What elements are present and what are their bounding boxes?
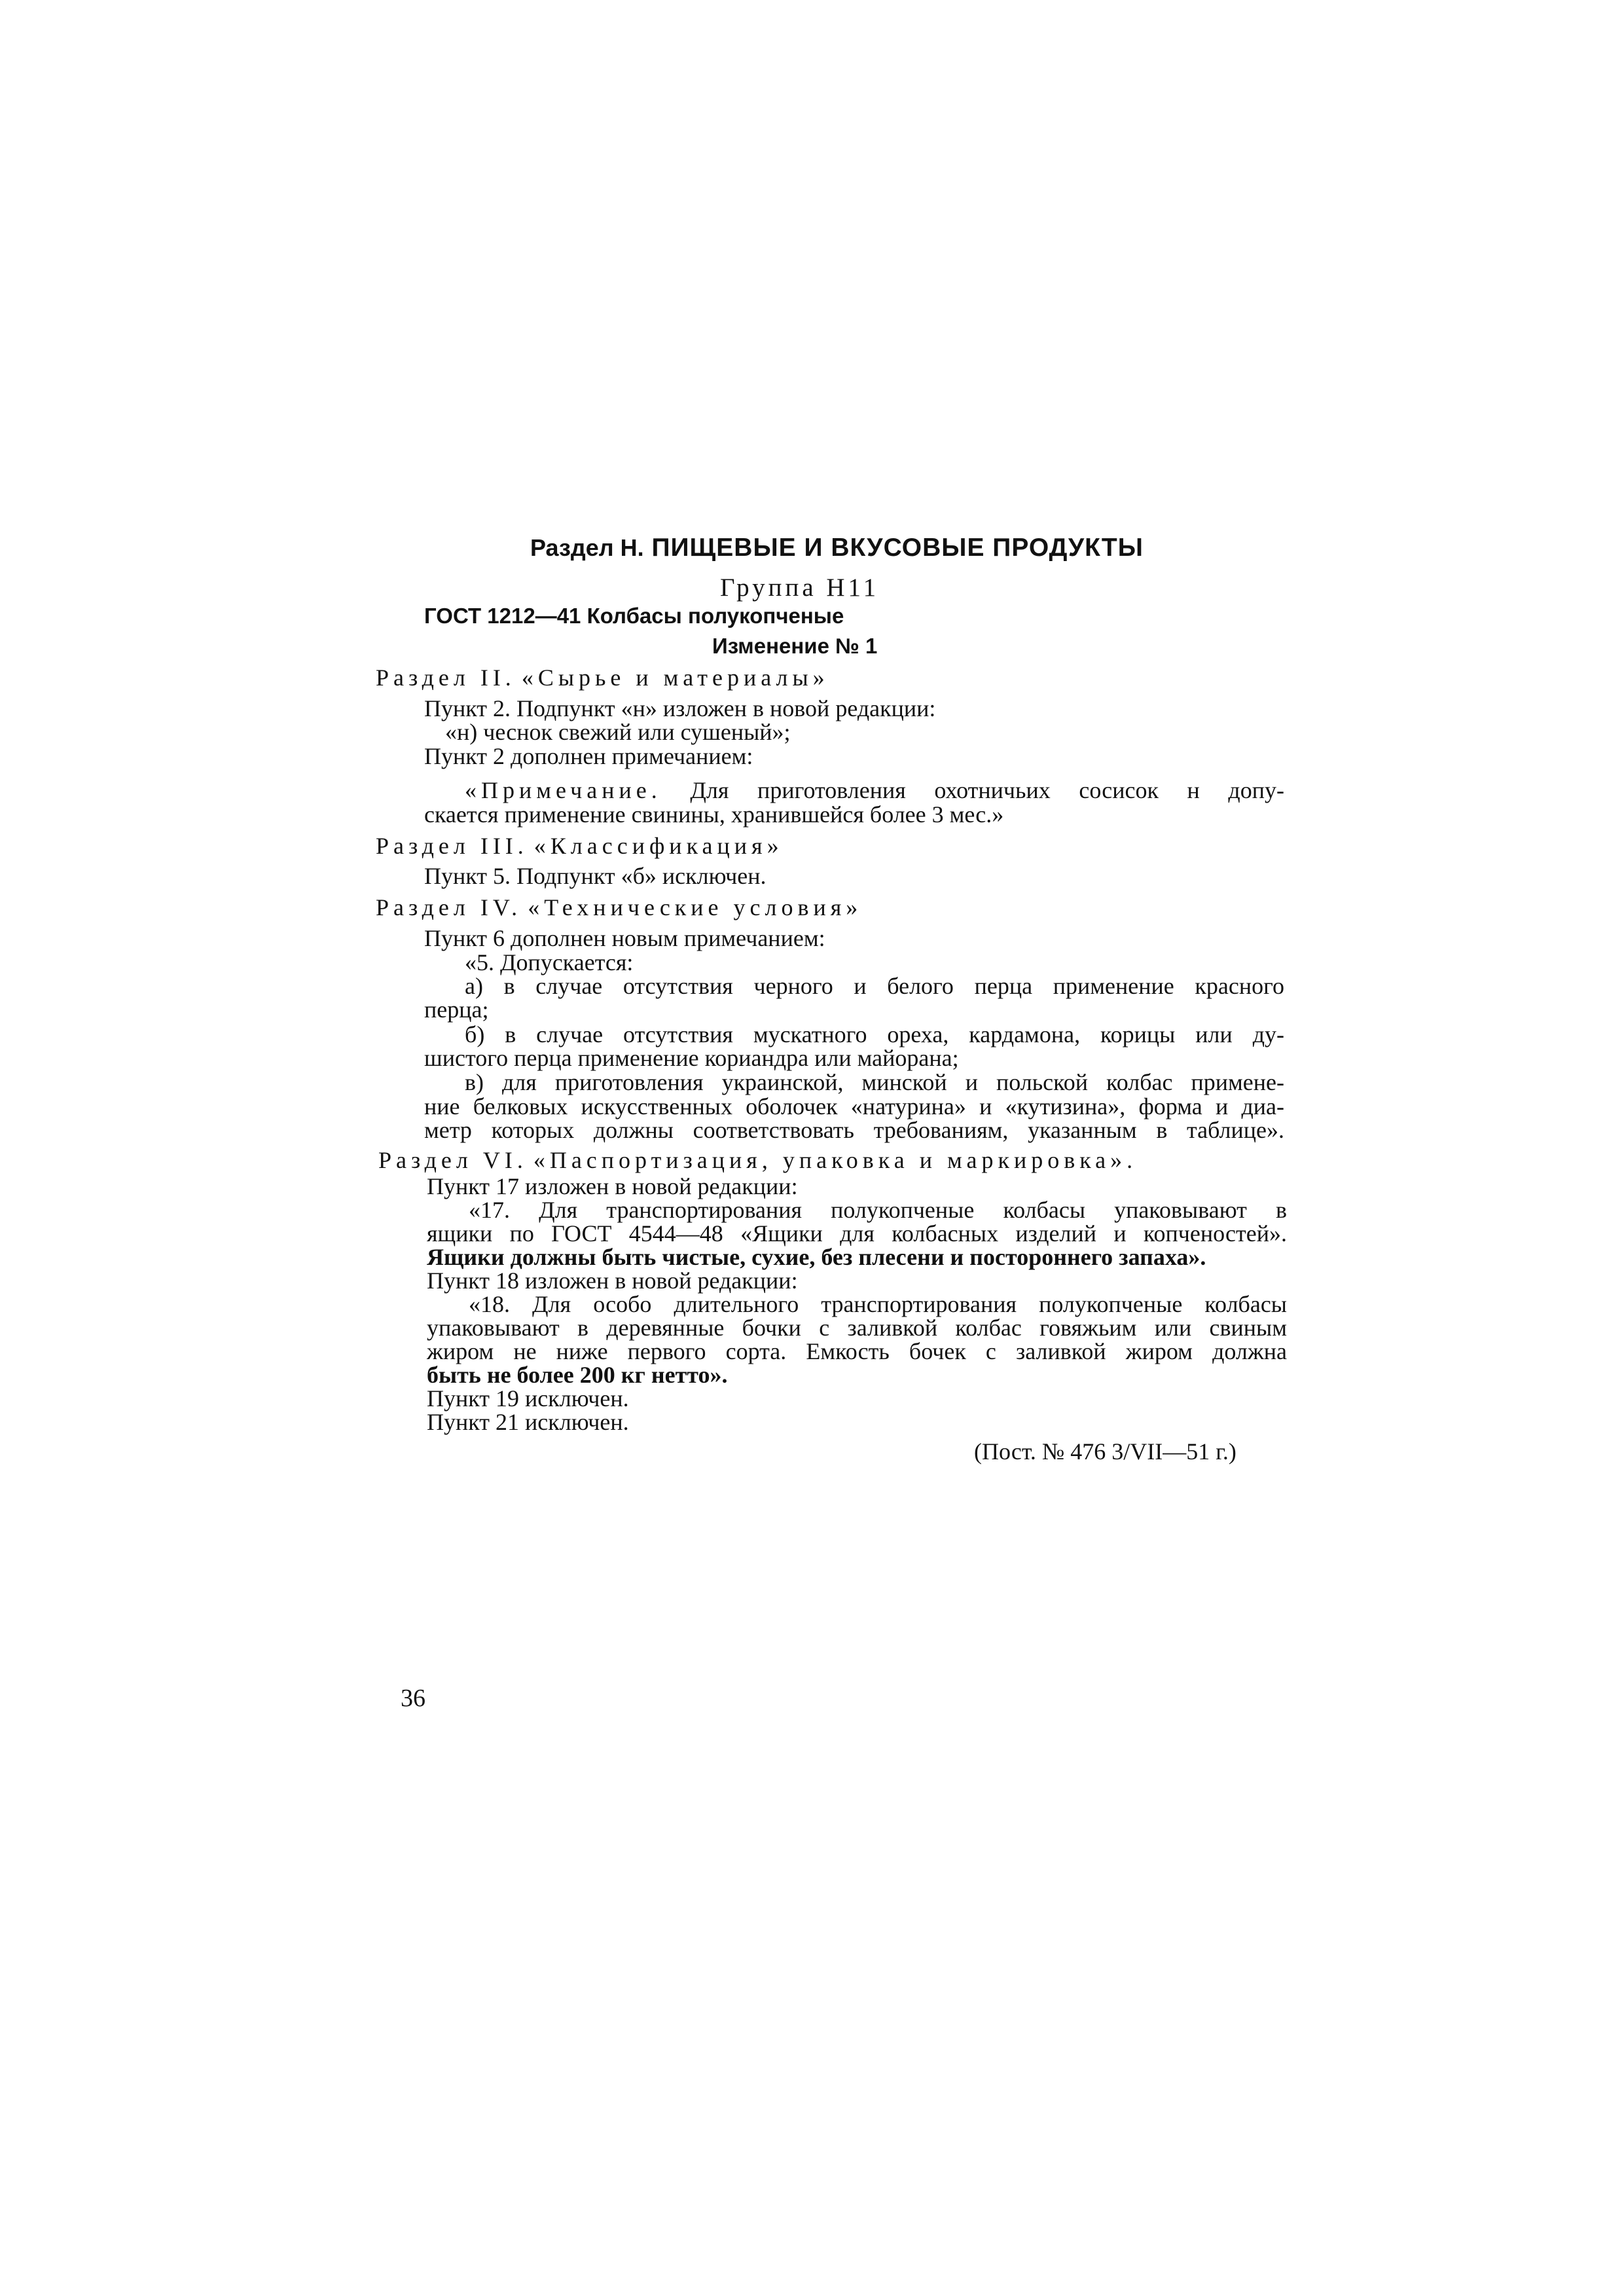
- sec6-paragraph-3: Пункт 19 исключен.: [427, 1385, 629, 1412]
- note-label: «Примечание.: [465, 777, 662, 803]
- sec6-paragraph-1: Пункт 17 изложен в новой редакции:: [427, 1173, 798, 1199]
- sec4-item-c-line-3: метр которых должны соответствовать требованиям, указанным в таблице».: [424, 1117, 1284, 1143]
- sec2-paragraph-2: «н) чеснок свежий или сушеный»;: [445, 719, 791, 745]
- change-title: Изменение № 1: [712, 634, 878, 658]
- sec6-p17-line-2: ящики по ГОСТ 4544—48 «Ящики для колбасных изделий и копченостей».: [427, 1220, 1287, 1247]
- decree-reference: (Пост. № 476 3/VII—51 г.): [974, 1438, 1236, 1465]
- sec2-note-line-1: [465, 777, 1284, 803]
- sec4-item-c-line-2: ние белковых искусственных оболочек «натурина» и «кутизина», форма и диа-: [424, 1093, 1284, 1120]
- sec4-item-b-line-1: б) в случае отсутствия мускатного ореха, кардамона, корицы или ду-: [465, 1021, 1284, 1048]
- sec6-paragraph-2: Пункт 18 изложен в новой редакции:: [427, 1267, 798, 1294]
- sec4-item-c-line-1: в) для приготовления украинской, минской и польской колбас примене-: [465, 1069, 1284, 1095]
- sec4-item-a-line-1: а) в случае отсутствия черного и белого перца применение красного: [465, 973, 1284, 999]
- section-iv-title: «Технические условия»: [528, 894, 863, 920]
- sec6-paragraph-4: Пункт 21 исключен.: [427, 1409, 629, 1435]
- sec6-p18-line-3: жиром не ниже первого сорта. Емкость бочек с заливкой жиром должна: [427, 1338, 1287, 1364]
- sec4-paragraph-2: «5. Допускается:: [465, 949, 634, 975]
- sec6-p17-line-3: Ящики должны быть чистые, сухие, без плесени и постороннего запаха».: [427, 1244, 1206, 1270]
- section-iii-heading: [376, 833, 784, 859]
- sec2-note-line-2: скается применение свинины, хранившейся более 3 мес.»: [424, 801, 1004, 828]
- section-ii-label: Раздел II.: [376, 665, 516, 691]
- section-ii-title: «Сырье и материалы»: [521, 665, 829, 691]
- sec6-p18-line-1: «18. Для особо длительного транспортирования полукопченые колбасы: [469, 1291, 1287, 1317]
- section-iv-label: Раздел IV.: [376, 894, 522, 920]
- section-ii-heading: [376, 665, 829, 691]
- note-text: Для приготовления охотничьих сосисок н допу-: [690, 777, 1284, 803]
- section-vi-label: Раздел VI.: [378, 1147, 528, 1173]
- section-iii-title: «Классификация»: [533, 833, 784, 859]
- group-label: Группа Н11: [720, 574, 880, 602]
- section-heading-title: ПИЩЕВЫЕ И ВКУСОВЫЕ ПРОДУКТЫ: [651, 534, 1144, 562]
- section-vi-title: «Паспортизация, упаковка и маркировка».: [533, 1147, 1138, 1173]
- gost-title: ГОСТ 1212—41 Колбасы полукопченые: [424, 604, 844, 628]
- sec6-p17-line-1: «17. Для транспортирования полукопченые колбасы упаковывают в: [469, 1197, 1287, 1223]
- sec4-item-b-line-2: шистого перца применение кориандра или майорана;: [424, 1045, 959, 1071]
- section-iii-label: Раздел III.: [376, 833, 528, 859]
- section-vi-heading: [378, 1147, 1137, 1173]
- sec3-paragraph-1: Пункт 5. Подпункт «б» исключен.: [424, 863, 767, 889]
- sec2-paragraph-3: Пункт 2 дополнен примечанием:: [424, 743, 753, 769]
- section-heading-lead: Раздел Н.: [530, 534, 644, 561]
- sec6-p18-line-2: упаковывают в деревянные бочки с заливкой колбас говяжьим или свиным: [427, 1315, 1287, 1341]
- sec2-paragraph-1: Пункт 2. Подпункт «н» изложен в новой редакции:: [424, 695, 936, 721]
- sec4-item-a-line-2: перца;: [424, 996, 489, 1023]
- page-number: 36: [401, 1685, 425, 1712]
- sec6-p18-line-4: быть не более 200 кг нетто».: [427, 1362, 728, 1388]
- section-heading: [530, 534, 1144, 562]
- section-iv-heading: [376, 894, 862, 920]
- sec4-paragraph-1: Пункт 6 дополнен новым примечанием:: [424, 925, 825, 951]
